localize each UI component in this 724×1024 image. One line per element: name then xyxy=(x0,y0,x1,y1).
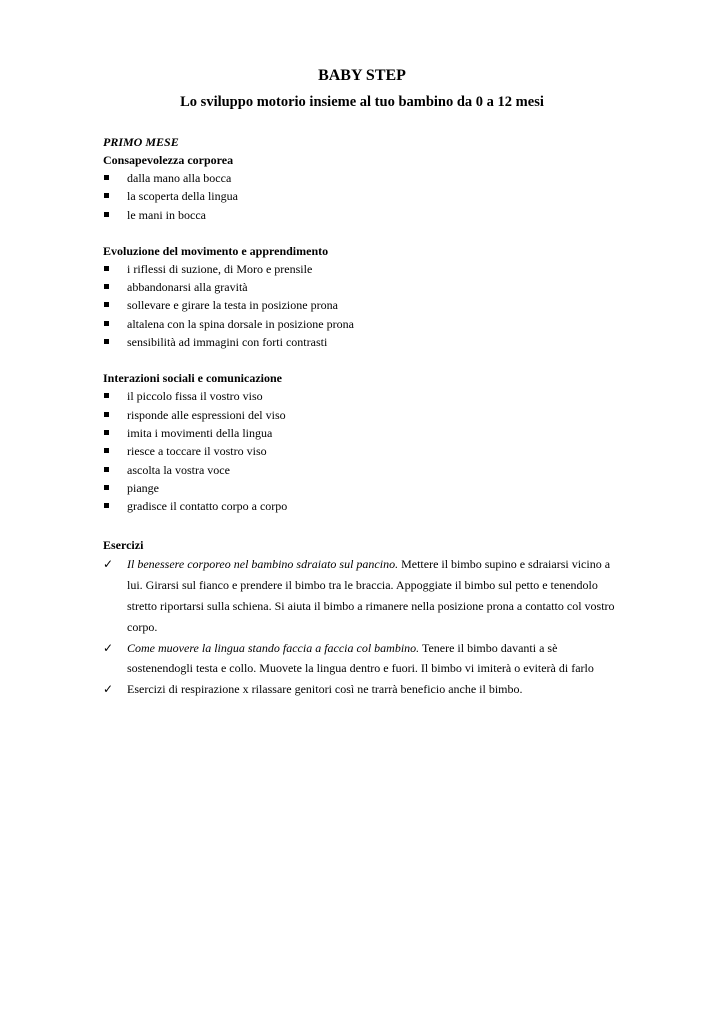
list-item: dalla mano alla bocca xyxy=(103,169,623,187)
exercise-text: Mettere il bimbo supino e sdraiarsi vicino a lui. Girarsi sul fianco e prendere il bimbo tra le braccia. Appoggiate il bimbo sul petto e tenendolo stretto riportarsi sulla schiena. Si aiuta il bimbo a rimanere nella posizione prona a contatto col vostro corpo. xyxy=(127,557,615,634)
bullet-list-movement xyxy=(103,260,623,351)
bullet-list-body-awareness xyxy=(103,169,623,224)
month-heading: PRIMO MESE xyxy=(103,135,179,149)
list-item: riesce a toccare il vostro viso xyxy=(103,442,623,460)
spacer xyxy=(103,515,623,536)
square-bullet-icon xyxy=(104,412,109,417)
square-bullet-icon xyxy=(104,175,109,180)
exercise-text: Tenere il bimbo davanti a sè sostenendogli testa e collo. Muovete la lingua dentro e fuori. Il bimbo vi imiterà o eviterà di farlo xyxy=(127,640,594,676)
document-subtitle: Lo sviluppo motorio insieme al tuo bambino da 0 a 12 mesi xyxy=(180,94,544,110)
square-bullet-icon xyxy=(104,321,109,326)
section-heading-social: Interazioni sociali e comunicazione xyxy=(103,371,282,386)
square-bullet-icon xyxy=(104,448,109,453)
list-item: i riflessi di suzione, di Moro e prensile xyxy=(103,260,623,278)
exercise-item xyxy=(103,638,623,680)
square-bullet-icon xyxy=(104,284,109,289)
section-heading-body-awareness: Consapevolezza corporea xyxy=(103,153,234,167)
checkmark-icon: ✓ xyxy=(103,557,114,572)
list-item: ascolta la vostra voce xyxy=(103,461,623,479)
square-bullet-icon xyxy=(104,339,109,344)
list-item: risponde alle espressioni del viso xyxy=(103,406,623,424)
exercise-title: Come muovere la lingua stando faccia a faccia col bambino. xyxy=(127,640,420,655)
exercise-item xyxy=(103,679,623,700)
list-item: gradisce il contatto corpo a corpo xyxy=(103,497,623,515)
document-title: BABY STEP xyxy=(318,67,406,84)
square-bullet-icon xyxy=(104,503,109,508)
section-heading-exercises: Esercizi xyxy=(103,538,144,553)
bullet-list-social xyxy=(103,387,623,515)
square-bullet-icon xyxy=(104,266,109,271)
exercise-list xyxy=(103,554,623,700)
list-item: sollevare e girare la testa in posizione prona xyxy=(103,296,623,314)
list-item: le mani in bocca xyxy=(103,206,623,224)
spacer xyxy=(103,351,623,369)
checkmark-icon: ✓ xyxy=(103,640,114,655)
list-item: altalena con la spina dorsale in posizione prona xyxy=(103,315,623,333)
square-bullet-icon xyxy=(104,430,109,435)
spacer xyxy=(103,224,623,242)
square-bullet-icon xyxy=(104,485,109,490)
square-bullet-icon xyxy=(104,393,109,398)
square-bullet-icon xyxy=(104,467,109,472)
list-item: imita i movimenti della lingua xyxy=(103,424,623,442)
checkmark-icon: ✓ xyxy=(103,682,114,697)
list-item: abbandonarsi alla gravità xyxy=(103,278,623,296)
list-item: piange xyxy=(103,479,623,497)
square-bullet-icon xyxy=(104,193,109,198)
document-body xyxy=(103,132,623,700)
list-item: sensibilità ad immagini con forti contrasti xyxy=(103,333,623,351)
list-item: il piccolo fissa il vostro viso xyxy=(103,387,623,405)
exercise-title: Il benessere corporeo nel bambino sdraiato sul pancino. xyxy=(127,557,399,572)
section-heading-movement: Evoluzione del movimento e apprendimento xyxy=(103,243,329,258)
exercise-text: Esercizi di respirazione x rilassare genitori così ne trarrà beneficio anche il bimbo. xyxy=(127,682,523,697)
list-item: la scoperta della lingua xyxy=(103,187,623,205)
exercise-item xyxy=(103,554,623,637)
square-bullet-icon xyxy=(104,212,109,217)
square-bullet-icon xyxy=(104,302,109,307)
